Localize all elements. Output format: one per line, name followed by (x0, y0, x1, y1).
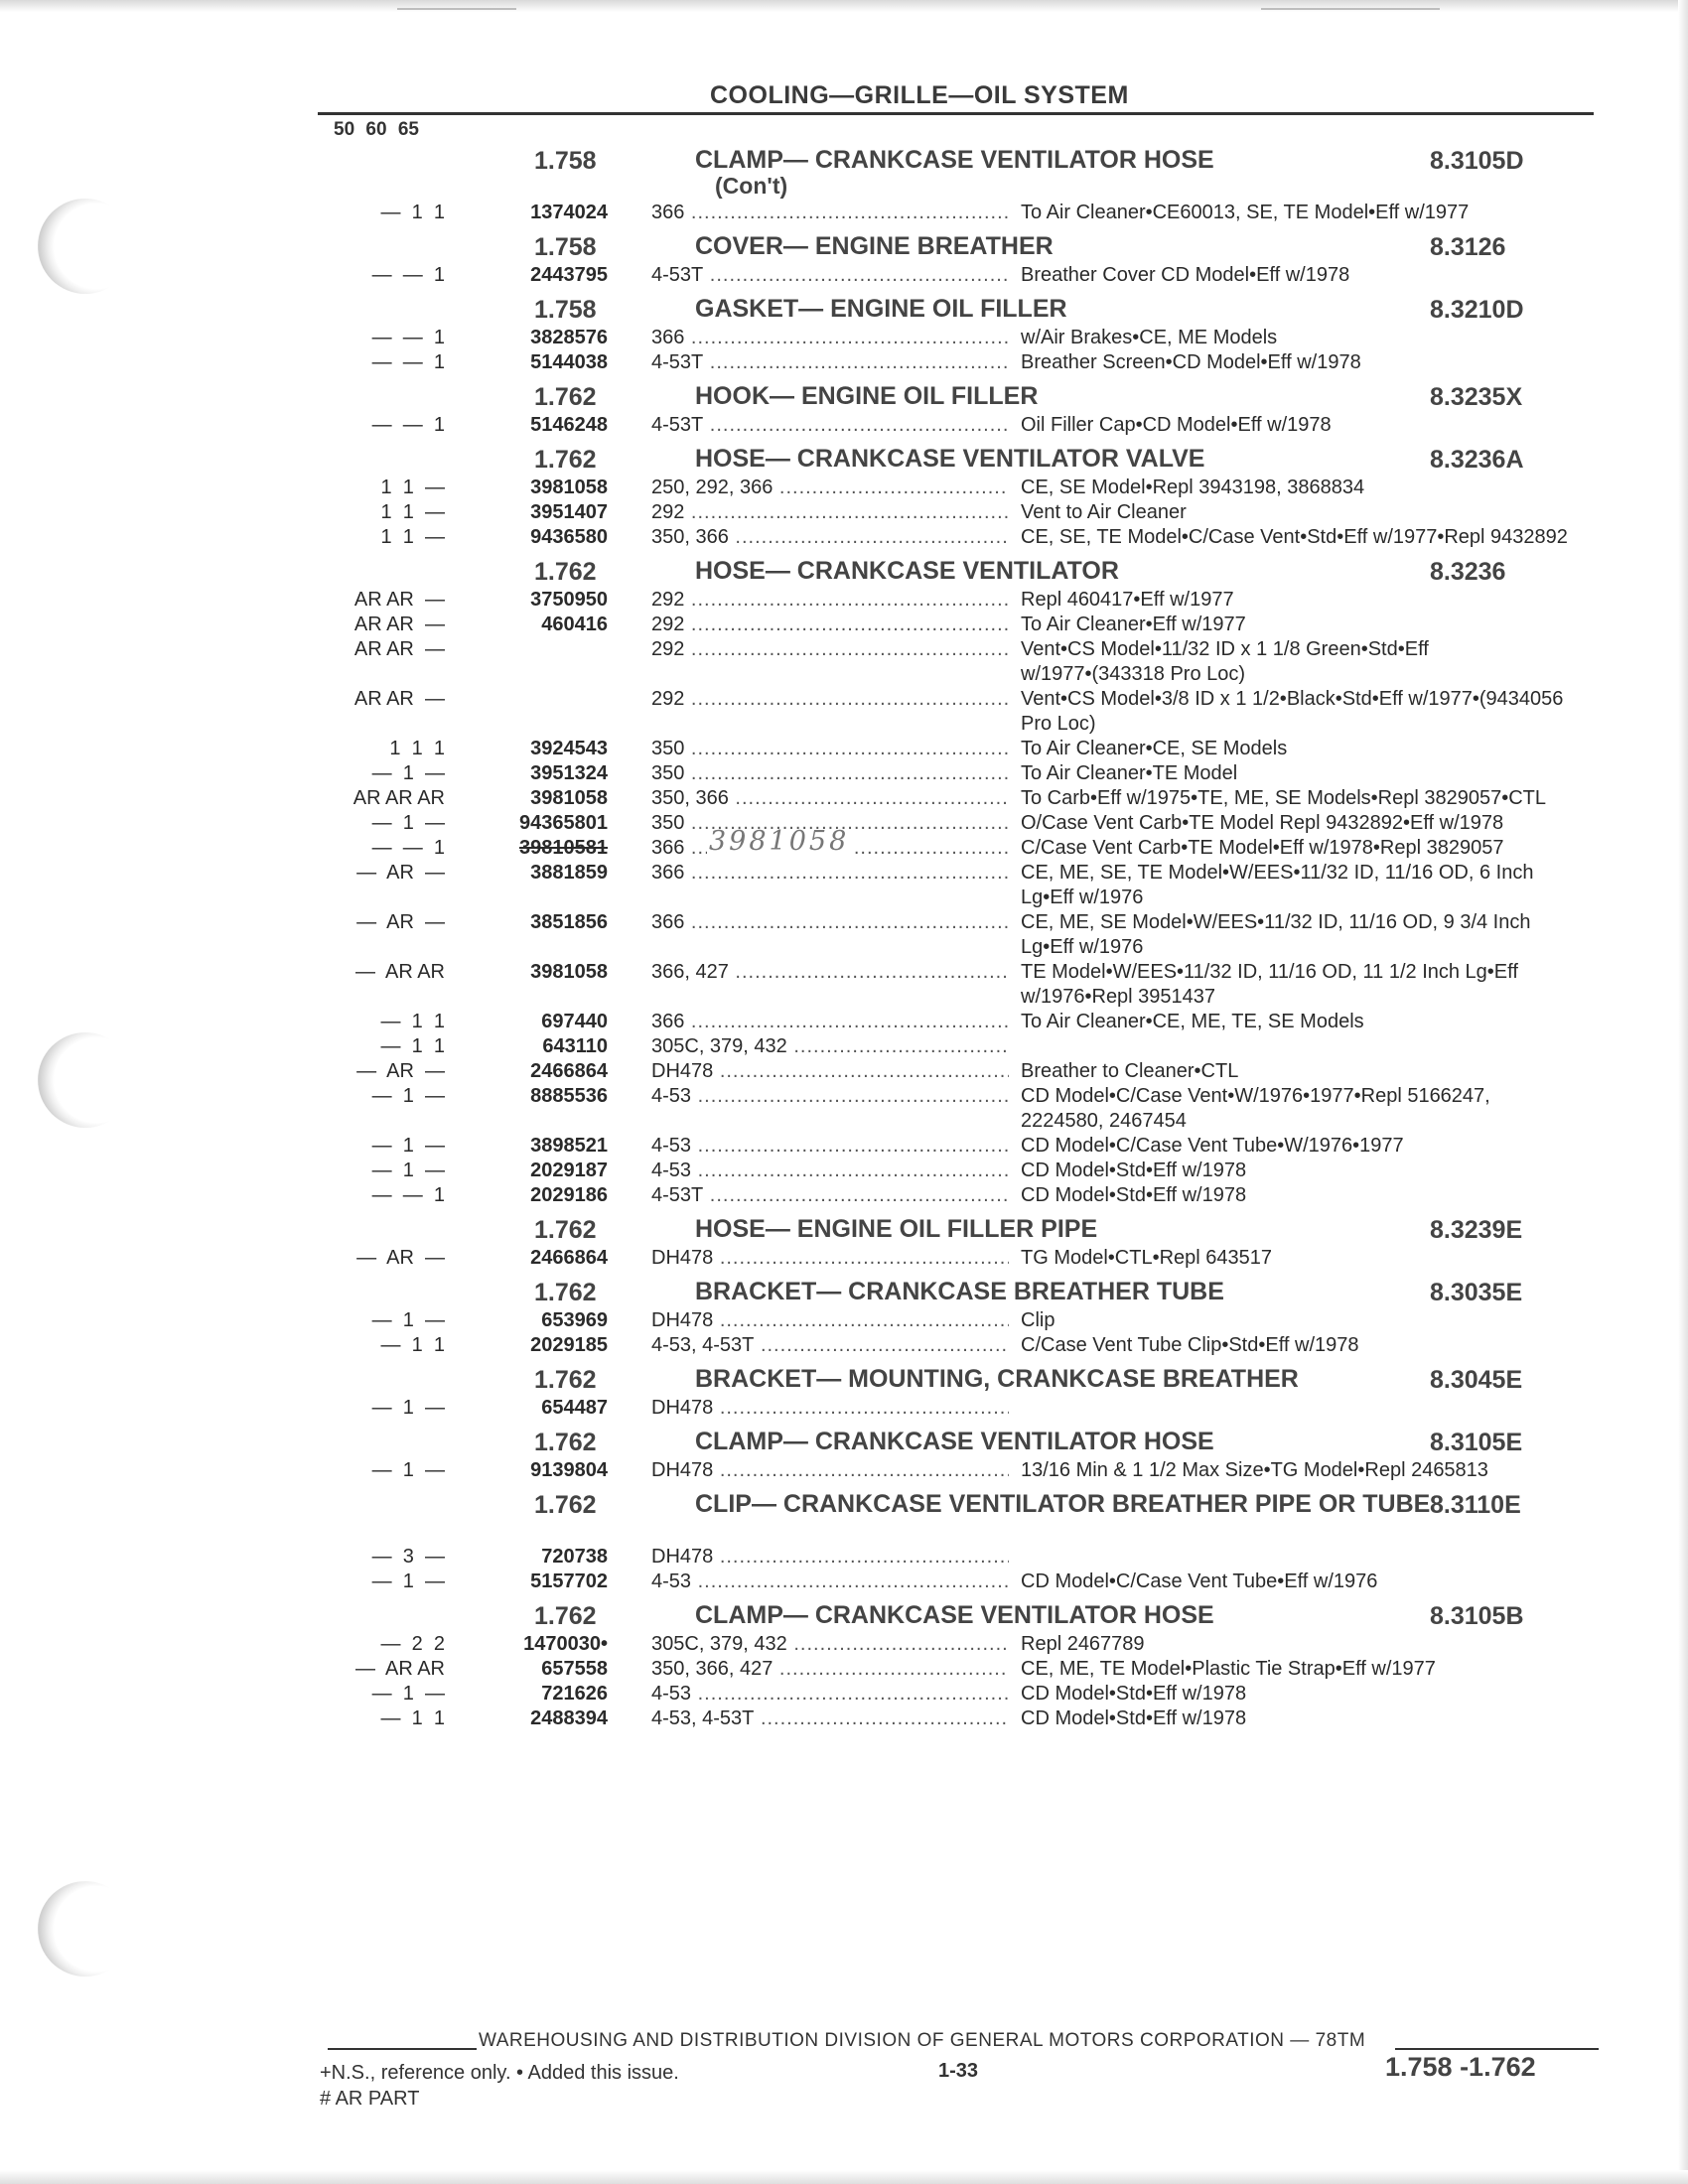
section-title (695, 1429, 1489, 1454)
section (318, 556, 1609, 1208)
section-title-text: CLAMP— CRANKCASE VENTILATOR HOSE (695, 1428, 1214, 1455)
section-title (695, 446, 1489, 472)
part-description (1021, 1396, 1577, 1421)
year-quantities: 1 1 1 (389, 738, 445, 759)
part-row (318, 525, 1609, 550)
part-number: 643110 (542, 1035, 608, 1057)
part-row (318, 637, 1609, 687)
part-row (318, 687, 1609, 737)
part-description: Breather Screen•CD Model•Eff w/1978 (1021, 351, 1361, 373)
group-number: 1.758 (534, 147, 597, 175)
part-description: C/Case Vent Tube Clip•Std•Eff w/1978 (1021, 1334, 1359, 1356)
engine-application: 4-53T ..... (651, 350, 1009, 375)
engine-application: 4-53 ..... (651, 1159, 1009, 1183)
year-quantities: — AR — (356, 1060, 445, 1082)
section-title-text: HOSE— CRANKCASE VENTILATOR VALVE (695, 445, 1205, 473)
part-number: 39810581 (519, 837, 608, 859)
year-quantities: — AR AR (354, 961, 445, 983)
part-number: 94365801 (519, 812, 608, 834)
year-quantities: AR AR AR (352, 787, 445, 809)
section-title (695, 296, 1489, 322)
section-code: 8.3105E (1430, 1429, 1523, 1456)
part-row (318, 1084, 1609, 1134)
part-row (318, 1134, 1609, 1159)
engine-application: 366, 427 ..... (651, 960, 1009, 985)
part-number: 3898521 (530, 1135, 608, 1157)
part-description (1021, 1545, 1577, 1570)
section-title (695, 558, 1489, 584)
year-quantities: — 1 — (371, 1570, 445, 1592)
page-title: COOLING—GRILLE—OIL SYSTEM (710, 81, 1129, 109)
group-number: 1.762 (534, 1279, 597, 1306)
part-description: CD Model•Std•Eff w/1978 (1021, 1184, 1247, 1206)
part-number: 2443795 (530, 264, 608, 286)
part-number: 2488394 (530, 1707, 608, 1729)
year-quantities: — 1 1 (380, 1011, 445, 1032)
part-description: Breather Cover CD Model•Eff w/1978 (1021, 264, 1350, 286)
part-number: 3851856 (530, 911, 608, 933)
section-header (318, 1364, 1609, 1396)
year-quantities: AR AR — (353, 614, 445, 635)
part-description: 13/16 Min & 1 1/2 Max Size•TG Model•Repl 2465813 (1021, 1459, 1488, 1481)
section-title-text: CLIP— CRANKCASE VENTILATOR BREATHER PIPE OR TUBE (695, 1490, 1431, 1518)
footer-division: WAREHOUSING AND DISTRIBUTION DIVISION OF GENERAL MOTORS CORPORATION — 78TM (479, 2030, 1366, 2051)
section-title-text: CLAMP— CRANKCASE VENTILATOR HOSE (695, 146, 1214, 174)
page-right-shadow (1678, 0, 1688, 2184)
engine-application: 4-53T ..... (651, 413, 1009, 438)
part-number: 5144038 (530, 351, 608, 373)
engine-application: DH478 ..... (651, 1308, 1009, 1333)
part-row (318, 1458, 1609, 1483)
engine-application: 4-53 ..... (651, 1134, 1009, 1159)
year-quantities: — — 1 (371, 837, 445, 859)
part-description: Repl 460417•Eff w/1977 (1021, 589, 1234, 611)
binder-hole-bottom (38, 1881, 133, 1977)
engine-application: 350 ..... (651, 761, 1009, 786)
section-header (318, 444, 1609, 476)
parts-listing (318, 139, 1609, 1731)
section-title (695, 1366, 1489, 1392)
year-quantities: AR AR — (353, 688, 445, 710)
engine-application: 292 ..... (651, 687, 1009, 712)
engine-application: 305C, 379, 432 ..... (651, 1034, 1009, 1059)
part-number: 3881859 (530, 862, 608, 884)
engine-application: 292 ..... (651, 588, 1009, 613)
engine-application: 4-53 ..... (651, 1570, 1009, 1594)
part-description: To Air Cleaner•CE, ME, TE, SE Models (1021, 1011, 1364, 1032)
section-header (318, 1600, 1609, 1632)
year-quantities: — AR — (356, 862, 445, 884)
part-row (318, 1246, 1609, 1271)
part-description: TG Model•CTL•Repl 643517 (1021, 1247, 1273, 1269)
group-number: 1.762 (534, 1429, 597, 1456)
group-number: 1.758 (534, 233, 597, 261)
year-quantities: — 1 — (371, 1459, 445, 1481)
scan-artifact (397, 8, 516, 10)
section-code: 8.3045E (1430, 1366, 1523, 1394)
part-description (1021, 1034, 1577, 1059)
part-row (318, 1333, 1609, 1358)
footer-legend (320, 2060, 679, 2112)
section-title-text: CLAMP— CRANKCASE VENTILATOR HOSE (695, 1601, 1214, 1629)
part-row (318, 500, 1609, 525)
part-number: 2029186 (530, 1184, 608, 1206)
section-title-text: COVER— ENGINE BREATHER (695, 232, 1054, 260)
part-description: Vent•CS Model•11/32 ID x 1 1/8 Green•Std•Eff w/1977•(343318 Pro Loc) (1021, 638, 1429, 685)
section-code: 8.3035E (1430, 1279, 1523, 1306)
part-description: CD Model•C/Case Vent Tube•Eff w/1976 (1021, 1570, 1378, 1592)
engine-application: DH478 ..... (651, 1458, 1009, 1483)
engine-application: 4-53, 4-53T ..... (651, 1706, 1009, 1731)
part-number: 9436580 (530, 526, 608, 548)
section (318, 294, 1609, 375)
section-title (695, 233, 1489, 259)
continued-label: (Con't) (715, 173, 788, 199)
part-description: CD Model•C/Case Vent Tube•W/1976•1977 (1021, 1135, 1404, 1157)
part-number: 3981058 (530, 787, 608, 809)
part-row (318, 737, 1609, 761)
section (318, 1277, 1609, 1358)
section (318, 1600, 1609, 1731)
group-number: 1.762 (534, 558, 597, 586)
year-quantities: — 1 — (371, 1683, 445, 1705)
year-quantities: — — 1 (371, 1184, 445, 1206)
group-number: 1.762 (534, 1491, 597, 1519)
part-number: 9139804 (530, 1459, 608, 1481)
part-row (318, 1570, 1609, 1594)
part-number: 3981058 (530, 961, 608, 983)
part-description: CD Model•Std•Eff w/1978 (1021, 1707, 1247, 1729)
section-code: 8.3105B (1430, 1602, 1524, 1630)
part-description: CE, SE, TE Model•C/Case Vent•Std•Eff w/1977•Repl 9432892 (1021, 526, 1568, 548)
part-number: 3750950 (530, 589, 608, 611)
year-quantities: — — 1 (371, 264, 445, 286)
year-quantities: — 1 — (371, 762, 445, 784)
part-row (318, 1159, 1609, 1183)
part-row (318, 326, 1609, 350)
part-number: 3951324 (530, 762, 608, 784)
section-header (318, 1277, 1609, 1308)
year-quantities: — 1 — (371, 1135, 445, 1157)
part-number: 5157702 (530, 1570, 608, 1592)
year-quantities: — AR AR (354, 1658, 445, 1680)
part-description: Vent to Air Cleaner (1021, 501, 1187, 523)
engine-application: 366 ..... (651, 861, 1009, 886)
section (318, 381, 1609, 438)
part-row (318, 1632, 1609, 1657)
year-columns-header: 50 60 65 (334, 119, 419, 140)
part-row (318, 1657, 1609, 1682)
engine-application: 4-53 ..... (651, 1682, 1009, 1706)
year-quantities: 1 1 — (380, 526, 445, 548)
engine-application: 4-53T ..... (651, 263, 1009, 288)
section-title (695, 147, 1489, 199)
year-quantities: — 2 2 (380, 1633, 445, 1655)
year-quantities: — AR — (356, 1247, 445, 1269)
section (318, 231, 1609, 288)
group-number: 1.762 (534, 1366, 597, 1394)
engine-application: 350, 366 ..... (651, 525, 1009, 550)
part-description: To Air Cleaner•CE60013, SE, TE Model•Eff w/1977 (1021, 202, 1470, 223)
binder-hole-middle (38, 1032, 133, 1128)
year-quantities: — 1 1 (380, 202, 445, 223)
section-title (695, 1216, 1489, 1242)
page-range: 1.758 -1.762 (1385, 2052, 1536, 2082)
section-header (318, 1489, 1609, 1545)
engine-application: 366 ..... (651, 1010, 1009, 1034)
section-header (318, 231, 1609, 263)
year-quantities: — — 1 (371, 327, 445, 348)
section (318, 145, 1609, 225)
engine-application: 292 ..... (651, 637, 1009, 662)
part-description: CE, ME, SE, TE Model•W/EES•11/32 ID, 11/16 OD, 6 Inch Lg•Eff w/1976 (1021, 862, 1534, 908)
part-row (318, 613, 1609, 637)
part-description: To Air Cleaner•TE Model (1021, 762, 1238, 784)
section-code: 8.3126 (1430, 233, 1506, 261)
year-quantities: — 1 — (371, 1160, 445, 1181)
part-description: CD Model•C/Case Vent•W/1976•1977•Repl 5166247, 2224580, 2467454 (1021, 1085, 1490, 1132)
section (318, 1214, 1609, 1271)
part-number: 720738 (541, 1546, 608, 1568)
engine-application: 292 ..... (651, 613, 1009, 637)
part-description: To Carb•Eff w/1975•TE, ME, SE Models•Repl 3829057•CTL (1021, 787, 1547, 809)
part-row (318, 1308, 1609, 1333)
part-number: 3951407 (530, 501, 608, 523)
engine-application: 292 ..... (651, 500, 1009, 525)
part-description: w/Air Brakes•CE, ME Models (1021, 327, 1278, 348)
year-quantities: — AR — (356, 911, 445, 933)
part-number: 697440 (541, 1011, 608, 1032)
engine-application: DH478 ..... (651, 1246, 1009, 1271)
part-number: 2029187 (530, 1160, 608, 1181)
section-title (695, 383, 1489, 409)
part-description: CE, ME, SE Model•W/EES•11/32 ID, 11/16 OD, 9 3/4 Inch Lg•Eff w/1976 (1021, 911, 1531, 958)
handwritten-correction: 3981058 (709, 826, 850, 857)
part-description: Vent•CS Model•3/8 ID x 1 1/2•Black•Std•Eff w/1977•(9434056 Pro Loc) (1021, 688, 1564, 735)
section-title-text: HOSE— CRANKCASE VENTILATOR (695, 557, 1119, 585)
part-number: 460416 (541, 614, 608, 635)
part-row (318, 910, 1609, 960)
part-row (318, 1545, 1609, 1570)
engine-application: 350, 366, 427 ..... (651, 1657, 1009, 1682)
year-quantities: — 1 — (371, 812, 445, 834)
section (318, 1489, 1609, 1594)
part-row (318, 1396, 1609, 1421)
section-code: 8.3110E (1430, 1491, 1521, 1519)
group-number: 1.762 (534, 446, 597, 474)
part-row (318, 201, 1609, 225)
part-number: 1470030• (523, 1633, 608, 1655)
section-code: 8.3235X (1430, 383, 1523, 411)
part-number: 3924543 (530, 738, 608, 759)
section-header (318, 1214, 1609, 1246)
part-description: Repl 2467789 (1021, 1633, 1145, 1655)
binder-hole-top (38, 199, 133, 294)
part-number: 8885536 (530, 1085, 608, 1107)
engine-application: DH478 ..... (651, 1545, 1009, 1570)
footer-rule-left (328, 2048, 477, 2050)
section (318, 444, 1609, 550)
page-top-shadow (0, 0, 1688, 12)
part-description: To Air Cleaner•Eff w/1977 (1021, 614, 1246, 635)
year-quantities: — 1 1 (380, 1334, 445, 1356)
section-title-text: BRACKET— CRANKCASE BREATHER TUBE (695, 1278, 1224, 1305)
part-row (318, 1183, 1609, 1208)
section (318, 1364, 1609, 1421)
year-quantities: AR AR — (353, 589, 445, 611)
part-row (318, 861, 1609, 910)
part-description: CD Model•Std•Eff w/1978 (1021, 1160, 1247, 1181)
part-description: Breather to Cleaner•CTL (1021, 1060, 1239, 1082)
group-number: 1.762 (534, 1602, 597, 1630)
year-quantities: AR AR — (353, 638, 445, 660)
part-row (318, 1682, 1609, 1706)
year-quantities: — 1 1 (380, 1035, 445, 1057)
part-row (318, 1010, 1609, 1034)
section-code: 8.3236 (1430, 558, 1506, 586)
page-number: 1-33 (938, 2060, 979, 2082)
part-description: O/Case Vent Carb•TE Model Repl 9432892•Eff w/1978 (1021, 812, 1504, 834)
part-number: 1374024 (530, 202, 608, 223)
section-header (318, 556, 1609, 588)
section-header (318, 1427, 1609, 1458)
section-code: 8.3239E (1430, 1216, 1523, 1244)
part-description: CE, SE Model•Repl 3943198, 3868834 (1021, 477, 1365, 498)
engine-application: 350 ..... (651, 811, 1009, 836)
part-description: CE, ME, TE Model•Plastic Tie Strap•Eff w/1977 (1021, 1658, 1436, 1680)
part-row (318, 811, 1609, 836)
part-row (318, 1059, 1609, 1084)
section-title (695, 1279, 1489, 1304)
part-row (318, 761, 1609, 786)
section-title (695, 1602, 1489, 1628)
part-number: 2029185 (530, 1334, 608, 1356)
title-rule (318, 112, 1594, 115)
legend-line: # AR PART (320, 2088, 420, 2110)
section-title-text: GASKET— ENGINE OIL FILLER (695, 295, 1067, 323)
engine-application: 366 ..... (651, 201, 1009, 225)
year-quantities: — 1 1 (380, 1707, 445, 1729)
section-code: 8.3236A (1430, 446, 1524, 474)
part-row (318, 413, 1609, 438)
part-row (318, 1706, 1609, 1731)
section-code: 8.3210D (1430, 296, 1524, 324)
part-number: 654487 (541, 1397, 608, 1419)
section-title-text: HOSE— ENGINE OIL FILLER PIPE (695, 1215, 1098, 1243)
engine-application: DH478 ..... (651, 1059, 1009, 1084)
part-description: To Air Cleaner•CE, SE Models (1021, 738, 1288, 759)
year-quantities: — 1 — (371, 1085, 445, 1107)
part-description: Oil Filler Cap•CD Model•Eff w/1978 (1021, 414, 1332, 436)
part-description: Clip (1021, 1309, 1055, 1331)
group-number: 1.758 (534, 296, 597, 324)
scan-artifact (1261, 8, 1440, 10)
part-row (318, 786, 1609, 811)
section-code: 8.3105D (1430, 147, 1524, 175)
part-row (318, 588, 1609, 613)
group-number: 1.762 (534, 1216, 597, 1244)
section-header (318, 145, 1609, 201)
part-description: TE Model•W/EES•11/32 ID, 11/16 OD, 11 1/2 Inch Lg•Eff w/1976•Repl 3951437 (1021, 961, 1518, 1008)
part-description: CD Model•Std•Eff w/1978 (1021, 1683, 1247, 1705)
part-number: 3828576 (530, 327, 608, 348)
year-quantities: — 3 — (371, 1546, 445, 1568)
engine-application: 305C, 379, 432 ..... (651, 1632, 1009, 1657)
part-number: 657558 (541, 1658, 608, 1680)
year-quantities: — 1 — (371, 1309, 445, 1331)
part-row (318, 263, 1609, 288)
engine-application: 350, 366 ..... (651, 786, 1009, 811)
part-number: 2466864 (530, 1247, 608, 1269)
part-number: 5146248 (530, 414, 608, 436)
part-row (318, 476, 1609, 500)
engine-application: DH478 ..... (651, 1396, 1009, 1421)
year-quantities: 1 1 — (380, 501, 445, 523)
engine-application: 366 ..... (651, 910, 1009, 935)
section-title (695, 1491, 1489, 1517)
part-number: 2466864 (530, 1060, 608, 1082)
part-row (318, 826, 1609, 861)
part-number: 3981058 (530, 477, 608, 498)
part-number: 721626 (541, 1683, 608, 1705)
legend-line: +N.S., reference only. • Added this issue. (320, 2062, 679, 2084)
part-description: C/Case Vent Carb•TE Model•Eff w/1978•Repl 3829057 (1021, 837, 1504, 859)
year-quantities: — 1 — (371, 1397, 445, 1419)
page-bottom-shadow (0, 2170, 1688, 2184)
engine-application: 4-53, 4-53T ..... (651, 1333, 1009, 1358)
group-number: 1.762 (534, 383, 597, 411)
part-number: 653969 (541, 1309, 608, 1331)
section-title-text: BRACKET— MOUNTING, CRANKCASE BREATHER (695, 1365, 1299, 1393)
section-header (318, 294, 1609, 326)
part-row (318, 350, 1609, 375)
engine-application: 250, 292, 366 ..... (651, 476, 1009, 500)
engine-application: 366 ..... (651, 326, 1009, 350)
section (318, 1427, 1609, 1483)
section-header (318, 381, 1609, 413)
engine-application: 350 ..... (651, 737, 1009, 761)
engine-application: 366 ..... (651, 836, 1009, 861)
engine-application: 4-53 ..... (651, 1084, 1009, 1109)
part-row (318, 960, 1609, 1010)
engine-application: 4-53T ..... (651, 1183, 1009, 1208)
year-quantities: — — 1 (371, 351, 445, 373)
year-quantities: — — 1 (371, 414, 445, 436)
footer-rule-right (1395, 2048, 1599, 2050)
section-title-text: HOOK— ENGINE OIL FILLER (695, 382, 1039, 410)
year-quantities: 1 1 — (380, 477, 445, 498)
part-row (318, 1034, 1609, 1059)
